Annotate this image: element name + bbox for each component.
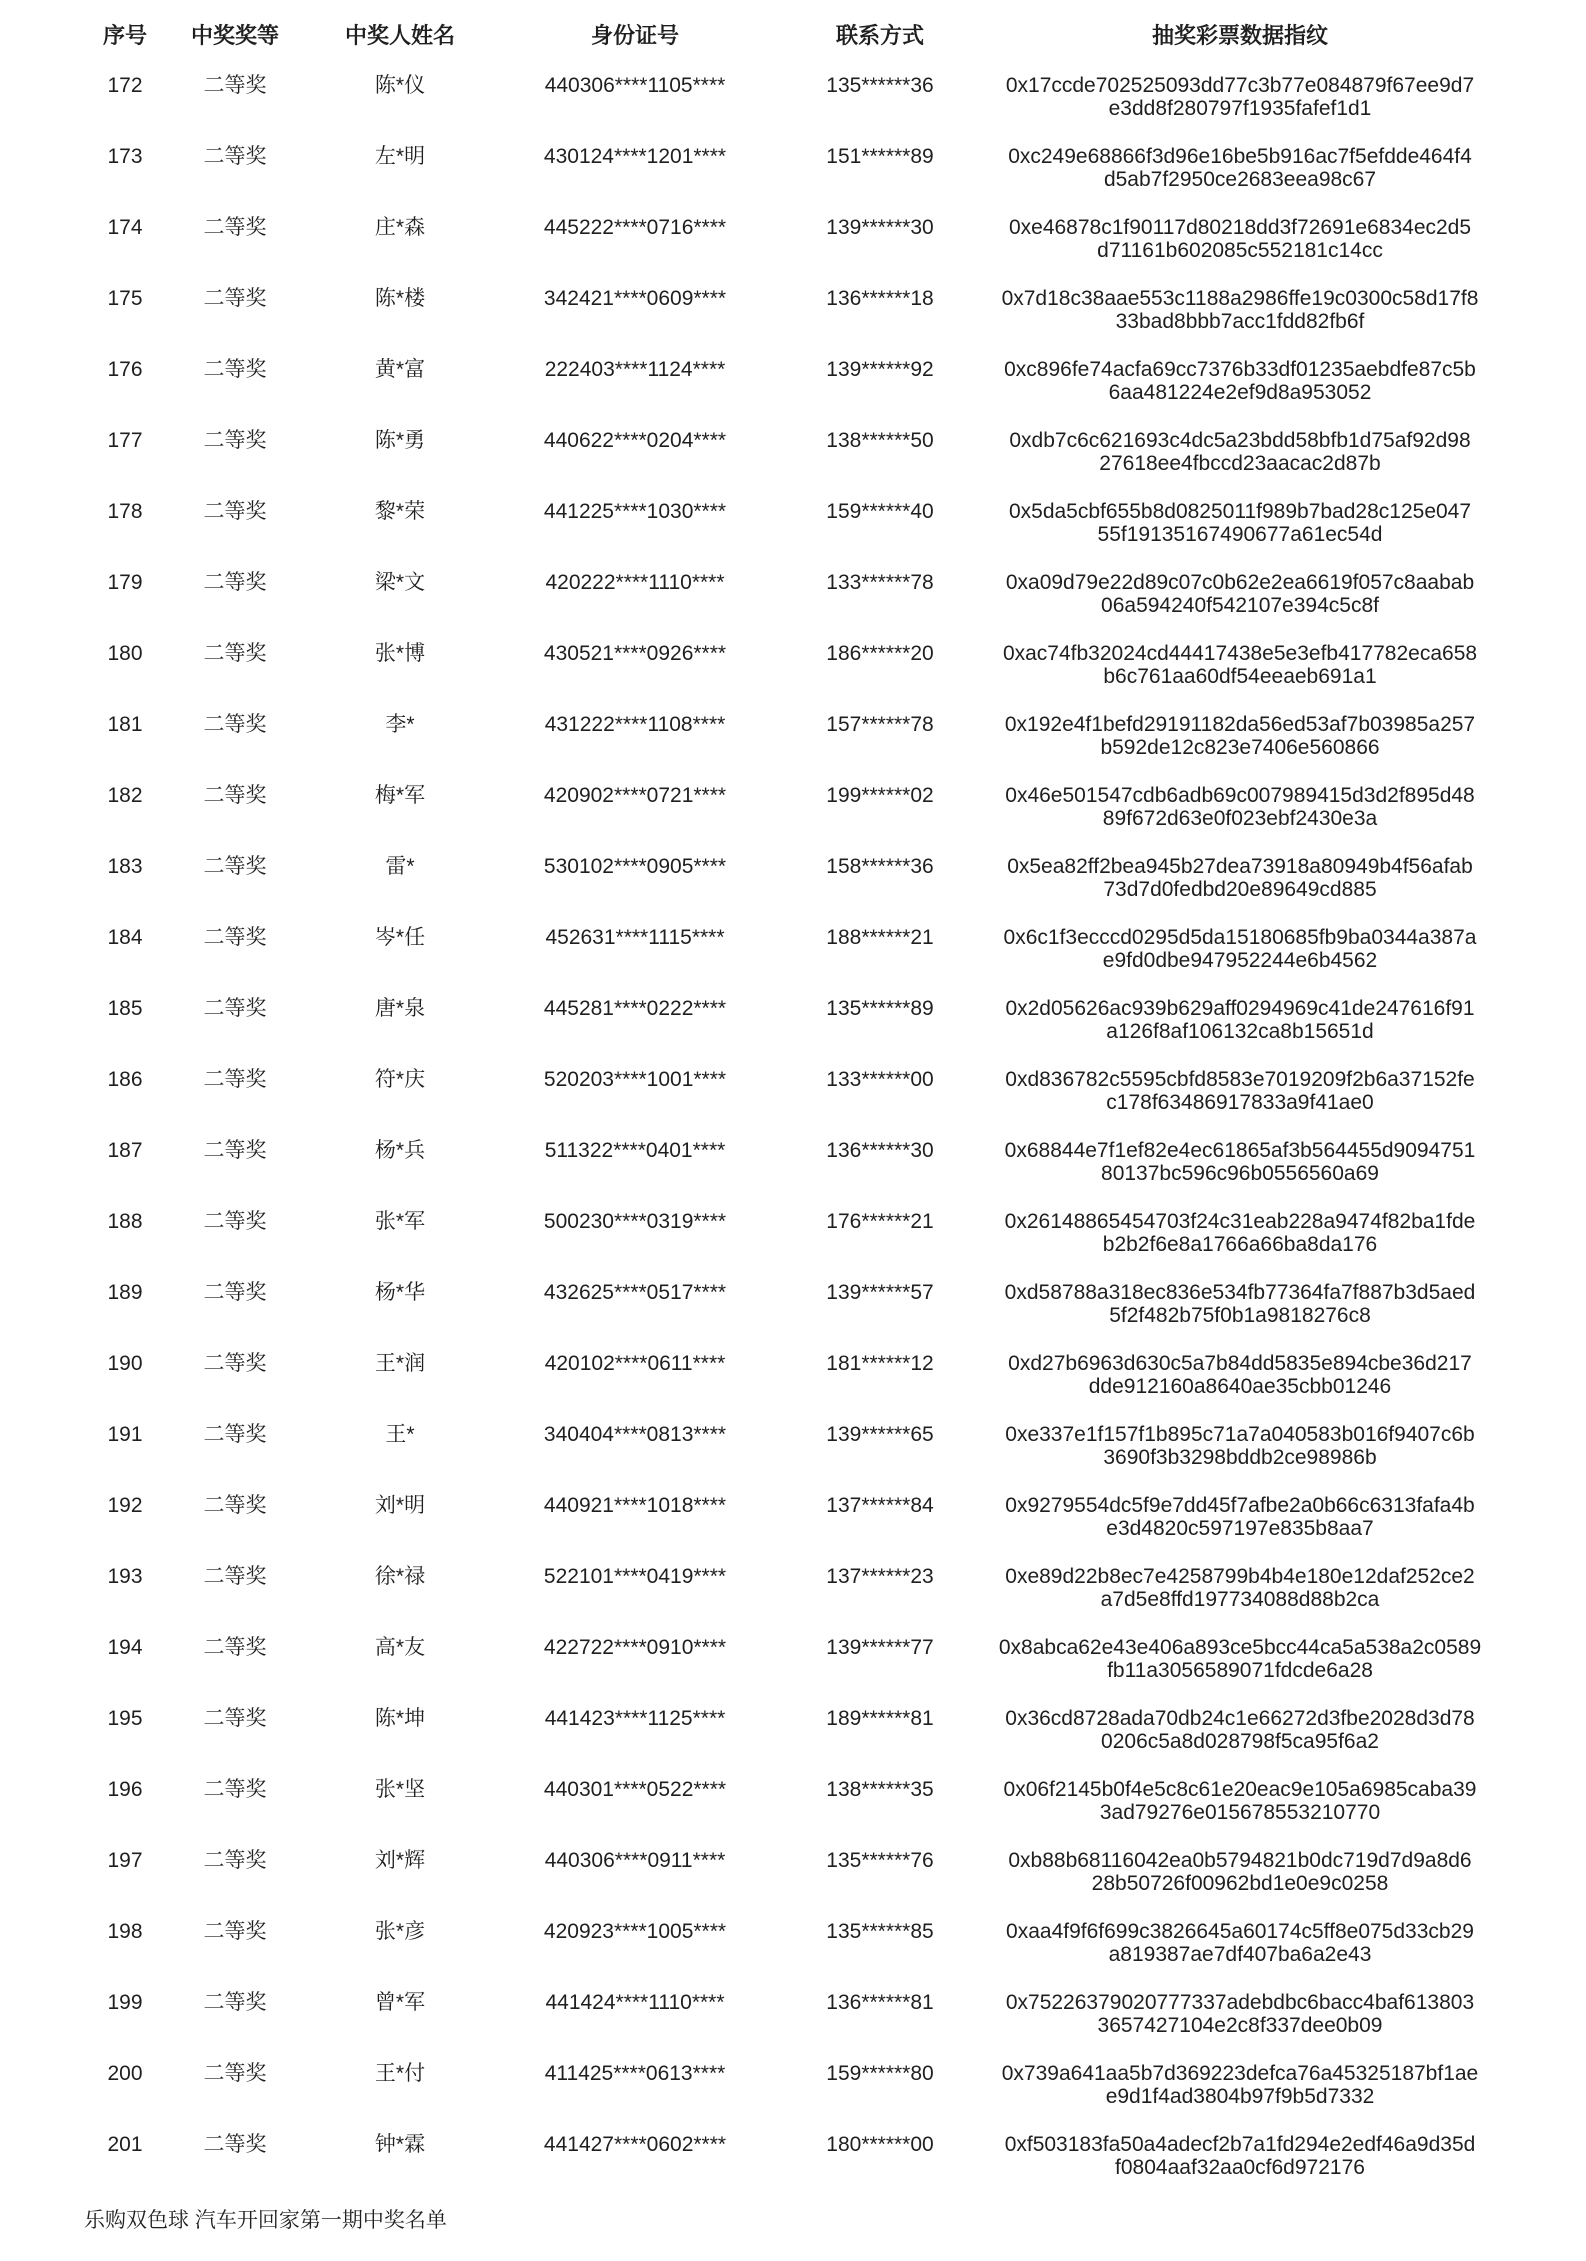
id-number-cell: 520203****1001**** bbox=[543, 1068, 727, 1091]
table-row bbox=[80, 2123, 1490, 2194]
winners-table bbox=[80, 16, 1490, 2194]
phone-cell: 176******21 bbox=[826, 1210, 934, 1233]
fingerprint-line2: 89f672d63e0f023ebf2430e3a bbox=[1102, 807, 1378, 830]
id-number-cell: 441427****0602**** bbox=[543, 2133, 727, 2156]
name-cell: 王* bbox=[385, 1423, 415, 1446]
id-number-cell: 500230****0319**** bbox=[543, 1210, 727, 1233]
fingerprint-line1: 0xe89d22b8ec7e4258799b4b4e180e12daf252ce2 bbox=[1005, 1565, 1475, 1588]
fingerprint-line1: 0xc249e68866f3d96e16be5b916ac7f5efdde464f4 bbox=[1008, 145, 1472, 168]
phone-cell: 135******85 bbox=[826, 1920, 934, 1943]
fingerprint-cell bbox=[990, 1484, 1490, 1540]
id-number-cell: 420222****1110**** bbox=[545, 571, 725, 594]
prize-cell: 二等奖 bbox=[203, 1494, 267, 1517]
serial-cell: 197 bbox=[107, 1849, 143, 1872]
fingerprint-line1: 0xa09d79e22d89c07c0b62e2ea6619f057c8aabab bbox=[1005, 571, 1475, 594]
id-number-cell: 440306****0911**** bbox=[544, 1849, 726, 1872]
table-row bbox=[80, 1271, 1490, 1342]
serial-cell: 189 bbox=[107, 1281, 143, 1304]
table-row bbox=[80, 490, 1490, 561]
fingerprint-cell bbox=[990, 561, 1490, 617]
phone-cell: 139******30 bbox=[826, 216, 934, 239]
fingerprint-line1: 0xf503183fa50a4adecf2b7a1fd294e2edf46a9d35d bbox=[1004, 2133, 1476, 2156]
phone-cell: 137******84 bbox=[826, 1494, 934, 1517]
fingerprint-cell bbox=[990, 64, 1490, 120]
name-cell: 陈*仪 bbox=[374, 74, 426, 97]
table-row bbox=[80, 987, 1490, 1058]
phone-cell: 133******00 bbox=[826, 1068, 934, 1091]
fingerprint-line2: d71161b602085c552181c14cc bbox=[1097, 239, 1383, 262]
prize-cell: 二等奖 bbox=[203, 145, 267, 168]
id-number-cell: 431222****1108**** bbox=[544, 713, 726, 736]
id-number-cell: 420923****1005**** bbox=[543, 1920, 727, 1943]
id-number-cell: 342421****0609**** bbox=[543, 287, 727, 310]
fingerprint-line2: b6c761aa60df54eeaeb691a1 bbox=[1103, 665, 1377, 688]
table-row bbox=[80, 1342, 1490, 1413]
fingerprint-line2: 3ad79276e015678553210770 bbox=[1099, 1801, 1381, 1824]
fingerprint-line2: 5f2f482b75f0b1a9818276c8 bbox=[1109, 1304, 1371, 1327]
footer-note: 乐购双色球 汽车开回家第一期中奖名单 bbox=[84, 2209, 447, 2232]
phone-cell: 137******23 bbox=[826, 1565, 934, 1588]
prize-cell: 二等奖 bbox=[203, 1281, 267, 1304]
name-cell: 曾*军 bbox=[374, 1991, 426, 2014]
serial-cell: 179 bbox=[107, 571, 143, 594]
fingerprint-line1: 0x5ea82ff2bea945b27dea73918a80949b4f56afab bbox=[1007, 855, 1473, 878]
table-row bbox=[80, 1768, 1490, 1839]
name-cell: 张*坚 bbox=[374, 1778, 426, 1801]
phone-cell: 199******02 bbox=[826, 784, 934, 807]
phone-cell: 138******35 bbox=[826, 1778, 934, 1801]
fingerprint-line2: e9fd0dbe947952244e6b4562 bbox=[1102, 949, 1378, 972]
fingerprint-cell bbox=[990, 277, 1490, 333]
table-row bbox=[80, 419, 1490, 490]
fingerprint-cell bbox=[990, 206, 1490, 262]
name-cell: 杨*兵 bbox=[374, 1139, 426, 1162]
prize-cell: 二等奖 bbox=[203, 571, 267, 594]
serial-cell: 178 bbox=[107, 500, 143, 523]
serial-cell: 180 bbox=[107, 642, 143, 665]
fingerprint-cell bbox=[990, 845, 1490, 901]
fingerprint-line1: 0x26148865454703f24c31eab228a9474f82ba1fde bbox=[1004, 1210, 1476, 1233]
id-number-cell: 530102****0905**** bbox=[543, 855, 727, 878]
id-number-cell: 441424****1110**** bbox=[545, 1991, 725, 2014]
fingerprint-line1: 0xb88b68116042ea0b5794821b0dc719d7d9a8d6 bbox=[1008, 1849, 1472, 1872]
fingerprint-line2: 06a594240f542107e394c5c8f bbox=[1101, 594, 1379, 617]
fingerprint-cell bbox=[990, 916, 1490, 972]
fingerprint-cell bbox=[990, 1626, 1490, 1682]
prize-cell: 二等奖 bbox=[203, 1068, 267, 1091]
fingerprint-line2: d5ab7f2950ce2683eea98c67 bbox=[1103, 168, 1377, 191]
table-row bbox=[80, 1484, 1490, 1555]
phone-cell: 159******40 bbox=[826, 500, 934, 523]
fingerprint-line1: 0xd27b6963d630c5a7b84dd5835e894cbe36d217 bbox=[1008, 1352, 1472, 1375]
prize-cell: 二等奖 bbox=[203, 216, 267, 239]
phone-cell: 139******77 bbox=[826, 1636, 934, 1659]
name-cell: 高*友 bbox=[374, 1636, 426, 1659]
name-cell: 陈*勇 bbox=[374, 429, 426, 452]
id-number-cell: 441423****1125**** bbox=[544, 1707, 726, 1730]
prize-cell: 二等奖 bbox=[203, 1636, 267, 1659]
id-number-cell: 422722****0910**** bbox=[543, 1636, 727, 1659]
serial-cell: 176 bbox=[107, 358, 143, 381]
fingerprint-line1: 0x6c1f3ecccd0295d5da15180685fb9ba0344a387a bbox=[1003, 926, 1477, 949]
fingerprint-cell bbox=[990, 1910, 1490, 1966]
fingerprint-line2: 28b50726f00962bd1e0e9c0258 bbox=[1091, 1872, 1389, 1895]
table-row bbox=[80, 1413, 1490, 1484]
id-number-cell: 432625****0517**** bbox=[543, 1281, 727, 1304]
fingerprint-line2: 0206c5a8d028798f5ca95f6a2 bbox=[1101, 1730, 1379, 1753]
serial-cell: 195 bbox=[107, 1707, 143, 1730]
table-row bbox=[80, 1910, 1490, 1981]
table-row bbox=[80, 1981, 1490, 2052]
id-number-cell: 441225****1030**** bbox=[543, 500, 727, 523]
fingerprint-line2: b2b2f6e8a1766a66ba8da176 bbox=[1102, 1233, 1378, 1256]
table-row bbox=[80, 1555, 1490, 1626]
fingerprint-line2: 3690f3b3298bddb2ce98986b bbox=[1103, 1446, 1377, 1469]
fingerprint-line2: 6aa481224e2ef9d8a953052 bbox=[1108, 381, 1372, 404]
fingerprint-cell bbox=[990, 703, 1490, 759]
fingerprint-line2: 73d7d0fedbd20e89649cd885 bbox=[1103, 878, 1377, 901]
fingerprint-line1: 0x06f2145b0f4e5c8c61e20eac9e105a6985caba39 bbox=[1003, 1778, 1477, 1801]
column-header: 序号 bbox=[102, 23, 147, 48]
phone-cell: 186******20 bbox=[826, 642, 934, 665]
fingerprint-line1: 0xd58788a318ec836e534fb77364fa7f887b3d5aed bbox=[1004, 1281, 1476, 1304]
fingerprint-cell bbox=[990, 348, 1490, 404]
table-row bbox=[80, 348, 1490, 419]
table-row bbox=[80, 703, 1490, 774]
name-cell: 黄*富 bbox=[374, 358, 426, 381]
table-row bbox=[80, 632, 1490, 703]
fingerprint-cell bbox=[990, 2123, 1490, 2179]
column-header: 中奖人姓名 bbox=[344, 23, 455, 48]
name-cell: 刘*明 bbox=[374, 1494, 426, 1517]
fingerprint-line1: 0xe46878c1f90117d80218dd3f72691e6834ec2d5 bbox=[1008, 216, 1472, 239]
prize-cell: 二等奖 bbox=[203, 1991, 267, 2014]
name-cell: 庄*森 bbox=[374, 216, 426, 239]
serial-cell: 201 bbox=[107, 2133, 143, 2156]
fingerprint-cell bbox=[990, 987, 1490, 1043]
serial-cell: 199 bbox=[107, 1991, 143, 2014]
column-header: 身份证号 bbox=[590, 23, 679, 48]
phone-cell: 136******30 bbox=[826, 1139, 934, 1162]
fingerprint-line1: 0xac74fb32024cd44417438e5e3efb417782eca658 bbox=[1002, 642, 1478, 665]
fingerprint-line1: 0x36cd8728ada70db24c1e66272d3fbe2028d3d78 bbox=[1005, 1707, 1475, 1730]
serial-cell: 192 bbox=[107, 1494, 143, 1517]
serial-cell: 190 bbox=[107, 1352, 143, 1375]
prize-cell: 二等奖 bbox=[203, 1139, 267, 1162]
fingerprint-line1: 0x192e4f1befd29191182da56ed53af7b03985a257 bbox=[1004, 713, 1476, 736]
fingerprint-line2: f0804aaf32aa0cf6d972176 bbox=[1115, 2156, 1365, 2179]
phone-cell: 181******12 bbox=[826, 1352, 934, 1375]
name-cell: 符*庆 bbox=[374, 1068, 426, 1091]
column-header: 中奖奖等 bbox=[190, 23, 279, 48]
table-row bbox=[80, 845, 1490, 916]
id-number-cell: 440921****1018**** bbox=[543, 1494, 727, 1517]
serial-cell: 194 bbox=[107, 1636, 143, 1659]
serial-cell: 188 bbox=[107, 1210, 143, 1233]
column-header: 联系方式 bbox=[835, 23, 924, 48]
name-cell: 雷* bbox=[385, 855, 415, 878]
phone-cell: 139******92 bbox=[826, 358, 934, 381]
fingerprint-line2: 3657427104e2c8f337dee0b09 bbox=[1097, 2014, 1383, 2037]
fingerprint-cell bbox=[990, 1413, 1490, 1469]
fingerprint-cell bbox=[990, 1271, 1490, 1327]
prize-cell: 二等奖 bbox=[203, 855, 267, 878]
table-header bbox=[80, 16, 1490, 64]
fingerprint-cell bbox=[990, 1200, 1490, 1256]
prize-cell: 二等奖 bbox=[203, 500, 267, 523]
table-row bbox=[80, 774, 1490, 845]
fingerprint-line1: 0x8abca62e43e406a893ce5bcc44ca5a538a2c0589 bbox=[998, 1636, 1482, 1659]
fingerprint-line1: 0xe337e1f157f1b895c71a7a040583b016f9407c6b bbox=[1005, 1423, 1475, 1446]
id-number-cell: 411425****0613**** bbox=[544, 2062, 726, 2085]
name-cell: 张*彦 bbox=[374, 1920, 426, 1943]
serial-cell: 183 bbox=[107, 855, 143, 878]
prize-cell: 二等奖 bbox=[203, 1849, 267, 1872]
name-cell: 陈*坤 bbox=[374, 1707, 426, 1730]
phone-cell: 189******81 bbox=[826, 1707, 934, 1730]
id-number-cell: 440306****1105**** bbox=[544, 74, 726, 97]
name-cell: 刘*辉 bbox=[374, 1849, 426, 1872]
id-number-cell: 420102****0611**** bbox=[544, 1352, 726, 1375]
prize-cell: 二等奖 bbox=[203, 287, 267, 310]
table-row bbox=[80, 206, 1490, 277]
fingerprint-cell bbox=[990, 1342, 1490, 1398]
name-cell: 钟*霖 bbox=[374, 2133, 426, 2156]
phone-cell: 139******65 bbox=[826, 1423, 934, 1446]
phone-cell: 136******81 bbox=[826, 1991, 934, 2014]
prize-cell: 二等奖 bbox=[203, 74, 267, 97]
fingerprint-line1: 0x5da5cbf655b8d0825011f989b7bad28c125e047 bbox=[1008, 500, 1472, 523]
prize-cell: 二等奖 bbox=[203, 358, 267, 381]
fingerprint-line1: 0xc896fe74acfa69cc7376b33df01235aebdfe87c5b bbox=[1004, 358, 1476, 381]
id-number-cell: 511322****0401**** bbox=[544, 1139, 726, 1162]
id-number-cell: 340404****0813**** bbox=[543, 1423, 727, 1446]
id-number-cell: 445222****0716**** bbox=[543, 216, 727, 239]
fingerprint-cell bbox=[990, 1058, 1490, 1114]
prize-cell: 二等奖 bbox=[203, 429, 267, 452]
id-number-cell: 445281****0222**** bbox=[543, 997, 727, 1020]
fingerprint-line2: dde912160a8640ae35cbb01246 bbox=[1088, 1375, 1392, 1398]
phone-cell: 139******57 bbox=[826, 1281, 934, 1304]
prize-cell: 二等奖 bbox=[203, 713, 267, 736]
prize-cell: 二等奖 bbox=[203, 642, 267, 665]
fingerprint-cell bbox=[990, 1555, 1490, 1611]
id-number-cell: 420902****0721**** bbox=[543, 784, 727, 807]
fingerprint-line1: 0x739a641aa5b7d369223defca76a45325187bf1ae bbox=[1001, 2062, 1479, 2085]
prize-cell: 二等奖 bbox=[203, 1352, 267, 1375]
fingerprint-line1: 0xd836782c5595cbfd8583e7019209f2b6a37152fe bbox=[1005, 1068, 1475, 1091]
phone-cell: 151******89 bbox=[826, 145, 934, 168]
prize-cell: 二等奖 bbox=[203, 1565, 267, 1588]
fingerprint-line1: 0xaa4f9f6f699c3826645a60174c5ff8e075d33cb29 bbox=[1006, 1920, 1474, 1943]
phone-cell: 180******00 bbox=[826, 2133, 934, 2156]
fingerprint-line1: 0x7d18c38aae553c1188a2986ffe19c0300c58d17f8 bbox=[1001, 287, 1479, 310]
phone-cell: 157******78 bbox=[826, 713, 934, 736]
fingerprint-line2: 27618ee4fbccd23aacac2d87b bbox=[1099, 452, 1381, 475]
table-row bbox=[80, 277, 1490, 348]
fingerprint-cell bbox=[990, 632, 1490, 688]
table-row bbox=[80, 2052, 1490, 2123]
fingerprint-line2: a7d5e8ffd197734088d88b2ca bbox=[1100, 1588, 1380, 1611]
fingerprint-line2: e3dd8f280797f1935fafef1d1 bbox=[1108, 97, 1372, 120]
fingerprint-line2: c178f63486917833a9f41ae0 bbox=[1106, 1091, 1374, 1114]
fingerprint-line2: fb11a3056589071fdcde6a28 bbox=[1107, 1659, 1373, 1682]
serial-cell: 173 bbox=[107, 145, 143, 168]
fingerprint-line2: a819387ae7df407ba6a2e43 bbox=[1108, 1943, 1372, 1966]
name-cell: 张*博 bbox=[374, 642, 426, 665]
fingerprint-line1: 0x17ccde702525093dd77c3b77e084879f67ee9d7 bbox=[1005, 74, 1475, 97]
name-cell: 王*润 bbox=[374, 1352, 426, 1375]
table-row bbox=[80, 135, 1490, 206]
serial-cell: 174 bbox=[107, 216, 143, 239]
prize-cell: 二等奖 bbox=[203, 2062, 267, 2085]
phone-cell: 158******36 bbox=[826, 855, 934, 878]
serial-cell: 172 bbox=[107, 74, 143, 97]
fingerprint-cell bbox=[990, 135, 1490, 191]
serial-cell: 177 bbox=[107, 429, 143, 452]
id-number-cell: 430124****1201**** bbox=[543, 145, 727, 168]
fingerprint-cell bbox=[990, 774, 1490, 830]
name-cell: 陈*楼 bbox=[374, 287, 426, 310]
serial-cell: 193 bbox=[107, 1565, 143, 1588]
prize-cell: 二等奖 bbox=[203, 926, 267, 949]
prize-cell: 二等奖 bbox=[203, 784, 267, 807]
table-row bbox=[80, 1058, 1490, 1129]
name-cell: 李* bbox=[385, 713, 415, 736]
serial-cell: 185 bbox=[107, 997, 143, 1020]
serial-cell: 186 bbox=[107, 1068, 143, 1091]
table-row bbox=[80, 916, 1490, 987]
name-cell: 左*明 bbox=[374, 145, 426, 168]
phone-cell: 138******50 bbox=[826, 429, 934, 452]
prize-cell: 二等奖 bbox=[203, 1778, 267, 1801]
fingerprint-line2: 55f19135167490677a61ec54d bbox=[1097, 523, 1383, 546]
name-cell: 黎*荣 bbox=[374, 500, 426, 523]
prize-cell: 二等奖 bbox=[203, 997, 267, 1020]
id-number-cell: 222403****1124**** bbox=[544, 358, 726, 381]
fingerprint-line1: 0x9279554dc5f9e7dd45f7afbe2a0b66c6313fafa4b bbox=[1005, 1494, 1475, 1517]
prize-cell: 二等奖 bbox=[203, 1423, 267, 1446]
serial-cell: 187 bbox=[107, 1139, 143, 1162]
serial-cell: 191 bbox=[107, 1423, 143, 1446]
fingerprint-cell bbox=[990, 1697, 1490, 1753]
table-row bbox=[80, 1129, 1490, 1200]
fingerprint-line2: e9d1f4ad3804b97f9b5d7332 bbox=[1105, 2085, 1375, 2108]
fingerprint-cell bbox=[990, 490, 1490, 546]
fingerprint-line1: 0xdb7c6c621693c4dc5a23bdd58bfb1d75af92d98 bbox=[1009, 429, 1471, 452]
fingerprint-line2: b592de12c823e7406e560866 bbox=[1100, 736, 1380, 759]
fingerprint-cell bbox=[990, 2052, 1490, 2108]
fingerprint-line2: a126f8af106132ca8b15651d bbox=[1106, 1020, 1374, 1043]
fingerprint-line2: 33bad8bbb7acc1fdd82fb6f bbox=[1115, 310, 1365, 333]
prize-cell: 二等奖 bbox=[203, 1707, 267, 1730]
serial-cell: 181 bbox=[107, 713, 143, 736]
table-row bbox=[80, 1697, 1490, 1768]
fingerprint-line1: 0x2d05626ac939b629aff0294969c41de247616f91 bbox=[1005, 997, 1475, 1020]
phone-cell: 135******36 bbox=[826, 74, 934, 97]
phone-cell: 135******89 bbox=[826, 997, 934, 1020]
fingerprint-line2: e3d4820c597197e835b8aa7 bbox=[1106, 1517, 1374, 1540]
table-row bbox=[80, 561, 1490, 632]
serial-cell: 184 bbox=[107, 926, 143, 949]
name-cell: 梅*军 bbox=[374, 784, 426, 807]
fingerprint-line2: 80137bc596c96b0556560a69 bbox=[1101, 1162, 1379, 1185]
name-cell: 徐*禄 bbox=[374, 1565, 426, 1588]
serial-cell: 175 bbox=[107, 287, 143, 310]
fingerprint-cell bbox=[990, 1768, 1490, 1824]
id-number-cell: 440622****0204**** bbox=[543, 429, 727, 452]
name-cell: 张*军 bbox=[374, 1210, 426, 1233]
phone-cell: 135******76 bbox=[826, 1849, 934, 1872]
fingerprint-line1: 0x46e501547cdb6adb69c007989415d3d2f895d48 bbox=[1005, 784, 1475, 807]
column-header: 抽奖彩票数据指纹 bbox=[1151, 23, 1328, 48]
serial-cell: 198 bbox=[107, 1920, 143, 1943]
phone-cell: 136******18 bbox=[826, 287, 934, 310]
fingerprint-line1: 0x68844e7f1ef82e4ec61865af3b564455d9094751 bbox=[1004, 1139, 1476, 1162]
id-number-cell: 440301****0522**** bbox=[543, 1778, 727, 1801]
fingerprint-cell bbox=[990, 1129, 1490, 1185]
phone-cell: 188******21 bbox=[826, 926, 934, 949]
table-row bbox=[80, 1839, 1490, 1910]
fingerprint-cell bbox=[990, 1839, 1490, 1895]
fingerprint-cell bbox=[990, 1981, 1490, 2037]
prize-cell: 二等奖 bbox=[203, 2133, 267, 2156]
serial-cell: 182 bbox=[107, 784, 143, 807]
name-cell: 梁*文 bbox=[374, 571, 426, 594]
name-cell: 杨*华 bbox=[374, 1281, 426, 1304]
table-row bbox=[80, 1626, 1490, 1697]
name-cell: 岑*任 bbox=[374, 926, 426, 949]
serial-cell: 196 bbox=[107, 1778, 143, 1801]
fingerprint-line1: 0x75226379020777337adebdbc6bacc4baf613803 bbox=[1005, 1991, 1475, 2014]
id-number-cell: 522101****0419**** bbox=[543, 1565, 727, 1588]
prize-cell: 二等奖 bbox=[203, 1920, 267, 1943]
table-row bbox=[80, 64, 1490, 135]
serial-cell: 200 bbox=[107, 2062, 143, 2085]
phone-cell: 159******80 bbox=[826, 2062, 934, 2085]
name-cell: 唐*泉 bbox=[374, 997, 426, 1020]
id-number-cell: 452631****1115**** bbox=[545, 926, 725, 949]
fingerprint-cell bbox=[990, 419, 1490, 475]
table-row bbox=[80, 1200, 1490, 1271]
table-body bbox=[80, 64, 1490, 2194]
phone-cell: 133******78 bbox=[826, 571, 934, 594]
name-cell: 王*付 bbox=[374, 2062, 426, 2085]
prize-cell: 二等奖 bbox=[203, 1210, 267, 1233]
id-number-cell: 430521****0926**** bbox=[543, 642, 727, 665]
